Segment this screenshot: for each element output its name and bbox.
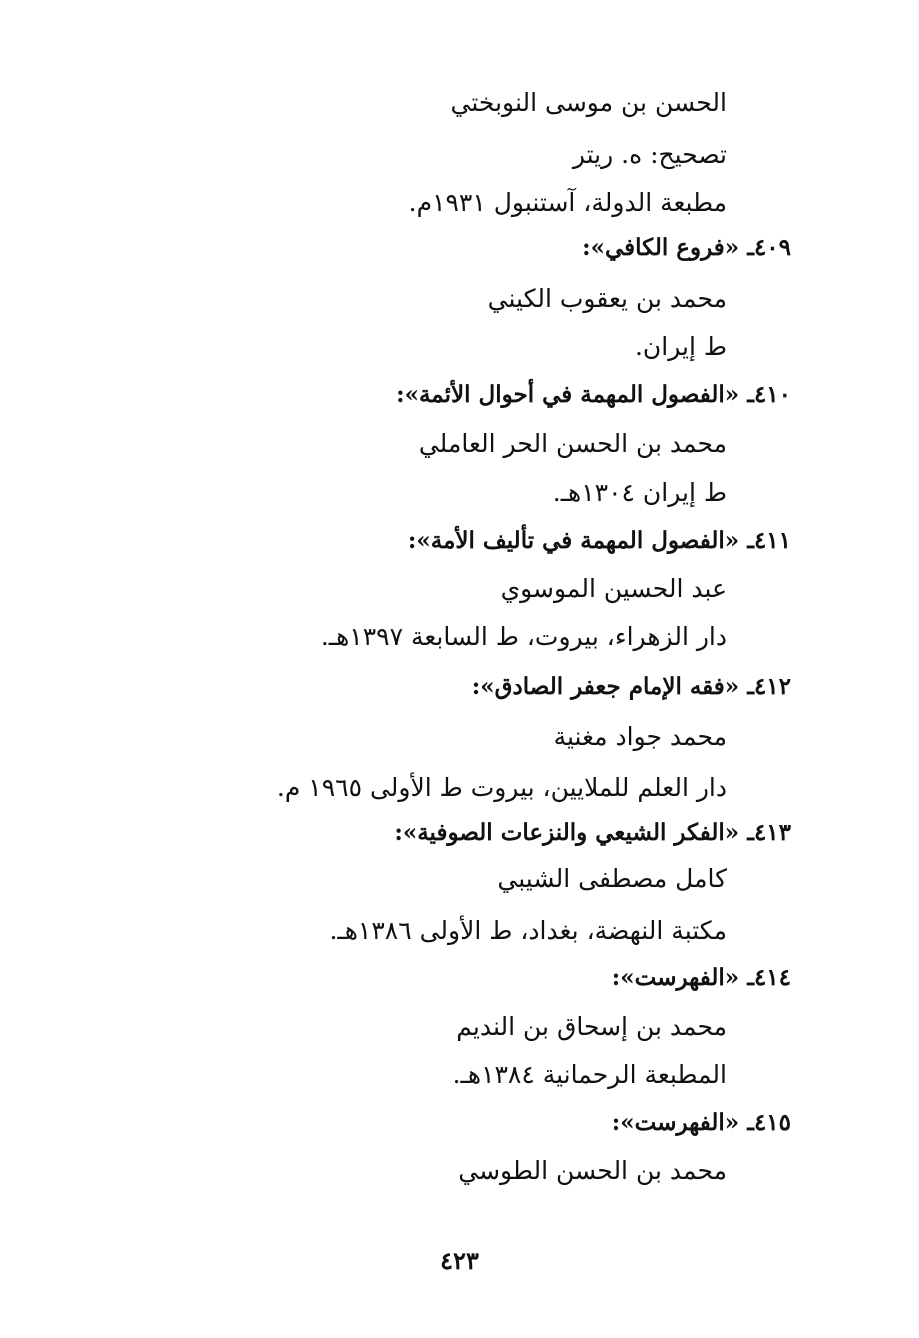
entry-number: ٤١٠ـ: [747, 381, 791, 408]
entry-title: «الفصول المهمة في أحوال الأئمة»:: [396, 381, 740, 408]
body-line: الحسن بن موسى النوبختي: [450, 88, 727, 117]
body-line: دار العلم للملايين، بيروت ط الأولى ١٩٦٥ م.: [276, 773, 727, 802]
entry-heading: [408, 524, 791, 558]
entry-title: «فروع الكافي»:: [582, 234, 740, 261]
entry-number: ٤١٥ـ: [747, 1109, 791, 1136]
body-line: محمد جواد مغنية: [553, 722, 727, 751]
entry-heading: [394, 816, 791, 850]
body-line: دار الزهراء، بيروت، ط السابعة ١٣٩٧هـ.: [320, 622, 727, 651]
entry-title: «الفصول المهمة في تأليف الأمة»:: [407, 527, 740, 554]
entry-title: «الفكر الشيعي والنزعات الصوفية»:: [394, 819, 740, 846]
entry-heading: [612, 961, 791, 995]
page-number: ٤٢٣: [440, 1246, 479, 1275]
entry-title: «الفهرست»:: [611, 1109, 740, 1136]
body-line: عبد الحسين الموسوي: [500, 574, 727, 603]
entry-number: ٤١٢ـ: [747, 673, 791, 700]
body-line: تصحيح: ه. ريتر: [572, 140, 727, 169]
body-line: مكتبة النهضة، بغداد، ط الأولى ١٣٨٦هـ.: [329, 916, 727, 945]
body-line: مطبعة الدولة، آستنبول ١٩٣١م.: [408, 188, 727, 217]
body-line: محمد بن الحسن الطوسي: [458, 1156, 727, 1185]
entry-number: ٤٠٩ـ: [747, 234, 791, 261]
entry-number: ٤١٤ـ: [747, 964, 791, 991]
entry-heading: [396, 378, 791, 412]
entry-number: ٤١١ـ: [747, 527, 791, 554]
body-line: محمد بن إسحاق بن النديم: [456, 1012, 727, 1041]
body-line: ط إيران ١٣٠٤هـ.: [552, 478, 727, 507]
body-line: ط إيران.: [634, 332, 727, 361]
body-line: المطبعة الرحمانية ١٣٨٤هـ.: [452, 1060, 727, 1089]
entry-number: ٤١٣ـ: [747, 819, 791, 846]
entry-heading: [472, 670, 791, 704]
body-line: محمد بن يعقوب الكيني: [487, 284, 727, 313]
entry-title: «الفهرست»:: [611, 964, 740, 991]
entry-heading: [612, 1106, 791, 1140]
body-line: محمد بن الحسن الحر العاملي: [418, 429, 727, 458]
body-line: كامل مصطفى الشيبي: [497, 864, 727, 893]
entry-heading: [582, 231, 791, 265]
entry-title: «فقه الإمام جعفر الصادق»:: [471, 673, 740, 700]
